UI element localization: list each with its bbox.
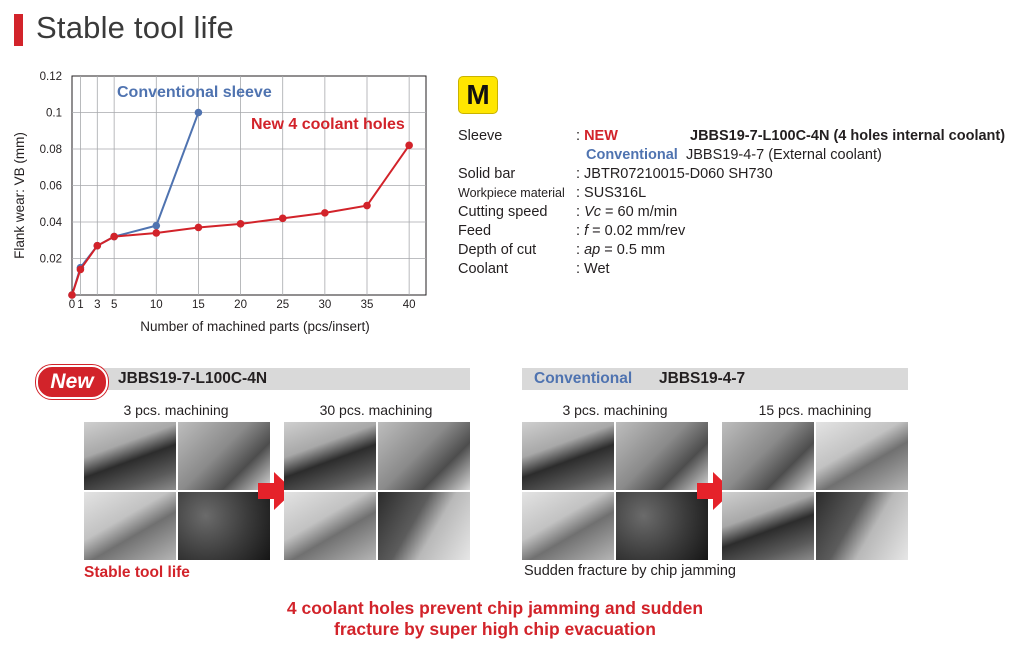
new-caption-right: 30 pcs. machining	[319, 402, 433, 418]
conv-result: Sudden fracture by chip jamming	[524, 563, 736, 579]
x-tick-label: 40	[402, 299, 416, 311]
new-photos-30pcs	[284, 422, 470, 560]
insert-photo	[284, 422, 376, 490]
spec-sleeve-conv-tag: Conventional	[586, 147, 678, 163]
data-point	[77, 266, 85, 274]
y-axis-label: Flank wear: VB (mm)	[12, 132, 27, 259]
x-tick-label: 20	[234, 299, 247, 311]
conclusion-line-1: 4 coolant holes prevent chip jamming and sudden	[286, 598, 704, 618]
spec-feed-label: Feed	[458, 223, 492, 239]
spec-solid-bar-value: : JBTR07210015-D060 SH730	[576, 166, 773, 182]
data-point	[110, 233, 118, 241]
conv-section-label: Conventional	[534, 370, 633, 387]
spec-sleeve-colon: :	[576, 128, 585, 144]
x-tick-label: 5	[110, 299, 118, 311]
insert-photo	[178, 422, 270, 490]
data-point	[152, 222, 160, 230]
spec-speed-symbol: Vc	[584, 204, 601, 220]
data-point	[152, 229, 160, 237]
y-tick-label: 0.02	[39, 253, 62, 266]
spec-workpiece-value: : SUS316L	[576, 185, 647, 201]
y-tick-label: 0.12	[39, 71, 62, 83]
spec-depth-colon: :	[576, 242, 585, 258]
insert-photo	[84, 422, 176, 490]
insert-photo	[522, 492, 614, 560]
insert-photo	[522, 422, 614, 490]
spec-sleeve-conv-value: JBBS19-4-7 (External coolant)	[686, 147, 882, 163]
new-badge: New	[36, 365, 108, 399]
x-tick-label: 15	[192, 299, 205, 311]
insert-photo	[616, 422, 708, 490]
x-tick-label: 3	[94, 299, 101, 311]
conv-photos-3pcs	[522, 422, 708, 560]
conclusion-line-2: fracture by super high chip evacuation	[334, 619, 656, 639]
flank-wear-chart	[0, 60, 450, 350]
insert-photo	[378, 422, 470, 490]
data-point	[195, 109, 203, 117]
insert-photo	[722, 492, 814, 560]
y-tick-label: 0.08	[39, 144, 62, 156]
y-tick-label: 0.04	[39, 217, 62, 229]
x-tick-label: 1	[77, 299, 84, 311]
insert-photo	[816, 492, 908, 560]
insert-photo	[84, 492, 176, 560]
x-tick-label: 10	[149, 299, 163, 311]
x-tick-label: 25	[276, 299, 290, 311]
spec-sleeve-new-value: JBBS19-7-L100C-4N (4 holes internal coolant)	[690, 128, 1006, 144]
spec-workpiece-label: Workpiece material	[458, 186, 565, 200]
data-point	[195, 224, 203, 232]
spec-speed-value: = 60 m/min	[600, 204, 678, 220]
data-point	[363, 202, 371, 210]
grade-badge: M	[458, 76, 498, 114]
data-point	[68, 291, 76, 299]
spec-depth-label: Depth of cut	[458, 242, 537, 258]
data-point	[237, 220, 245, 228]
conv-caption-left: 3 pcs. machining	[562, 402, 668, 418]
conv-photos-15pcs	[722, 422, 908, 560]
spec-depth-symbol: ap	[584, 242, 601, 258]
data-point	[405, 142, 413, 150]
new-photos-3pcs	[84, 422, 270, 560]
x-axis-label: Number of machined parts (pcs/insert)	[140, 319, 370, 334]
new-section-model: JBBS19-7-L100C-4N	[118, 370, 268, 387]
data-point	[321, 209, 329, 217]
spec-feed-symbol: f	[584, 223, 589, 239]
page-title: Stable tool life	[36, 10, 234, 45]
spec-solid-bar-label: Solid bar	[458, 166, 516, 182]
spec-sleeve-new-tag: NEW	[584, 128, 618, 144]
insert-photo	[816, 422, 908, 490]
x-tick-label: 35	[360, 299, 374, 311]
insert-photo	[722, 422, 814, 490]
insert-photo	[178, 492, 270, 560]
data-point	[279, 215, 287, 223]
spec-speed-colon: :	[576, 204, 585, 220]
spec-sleeve-label: Sleeve	[458, 128, 503, 144]
title-accent-bar	[14, 14, 23, 46]
insert-photo	[284, 492, 376, 560]
conclusion	[0, 598, 990, 640]
insert-photo	[378, 492, 470, 560]
spec-coolant-label: Coolant	[458, 261, 508, 277]
new-result: Stable tool life	[84, 564, 190, 581]
series-label-new: New 4 coolant holes	[251, 116, 405, 133]
insert-photo	[616, 492, 708, 560]
spec-feed-colon: :	[576, 223, 585, 239]
spec-depth-value: = 0.5 mm	[600, 242, 666, 258]
y-tick-label: 0.06	[39, 180, 62, 193]
y-tick-label: 0.1	[46, 107, 62, 120]
conv-caption-right: 15 pcs. machining	[758, 402, 872, 418]
x-tick-label: 30	[318, 299, 332, 311]
spec-feed-value: = 0.02 mm/rev	[588, 223, 686, 239]
new-caption-left: 3 pcs. machining	[123, 402, 229, 418]
x-tick-label: 0	[68, 299, 76, 311]
spec-coolant-value: : Wet	[576, 261, 610, 277]
data-point	[93, 242, 101, 250]
series-label-conventional: Conventional sleeve	[117, 84, 272, 101]
spec-speed-label: Cutting speed	[458, 204, 548, 220]
conv-section-model: JBBS19-4-7	[659, 370, 746, 387]
